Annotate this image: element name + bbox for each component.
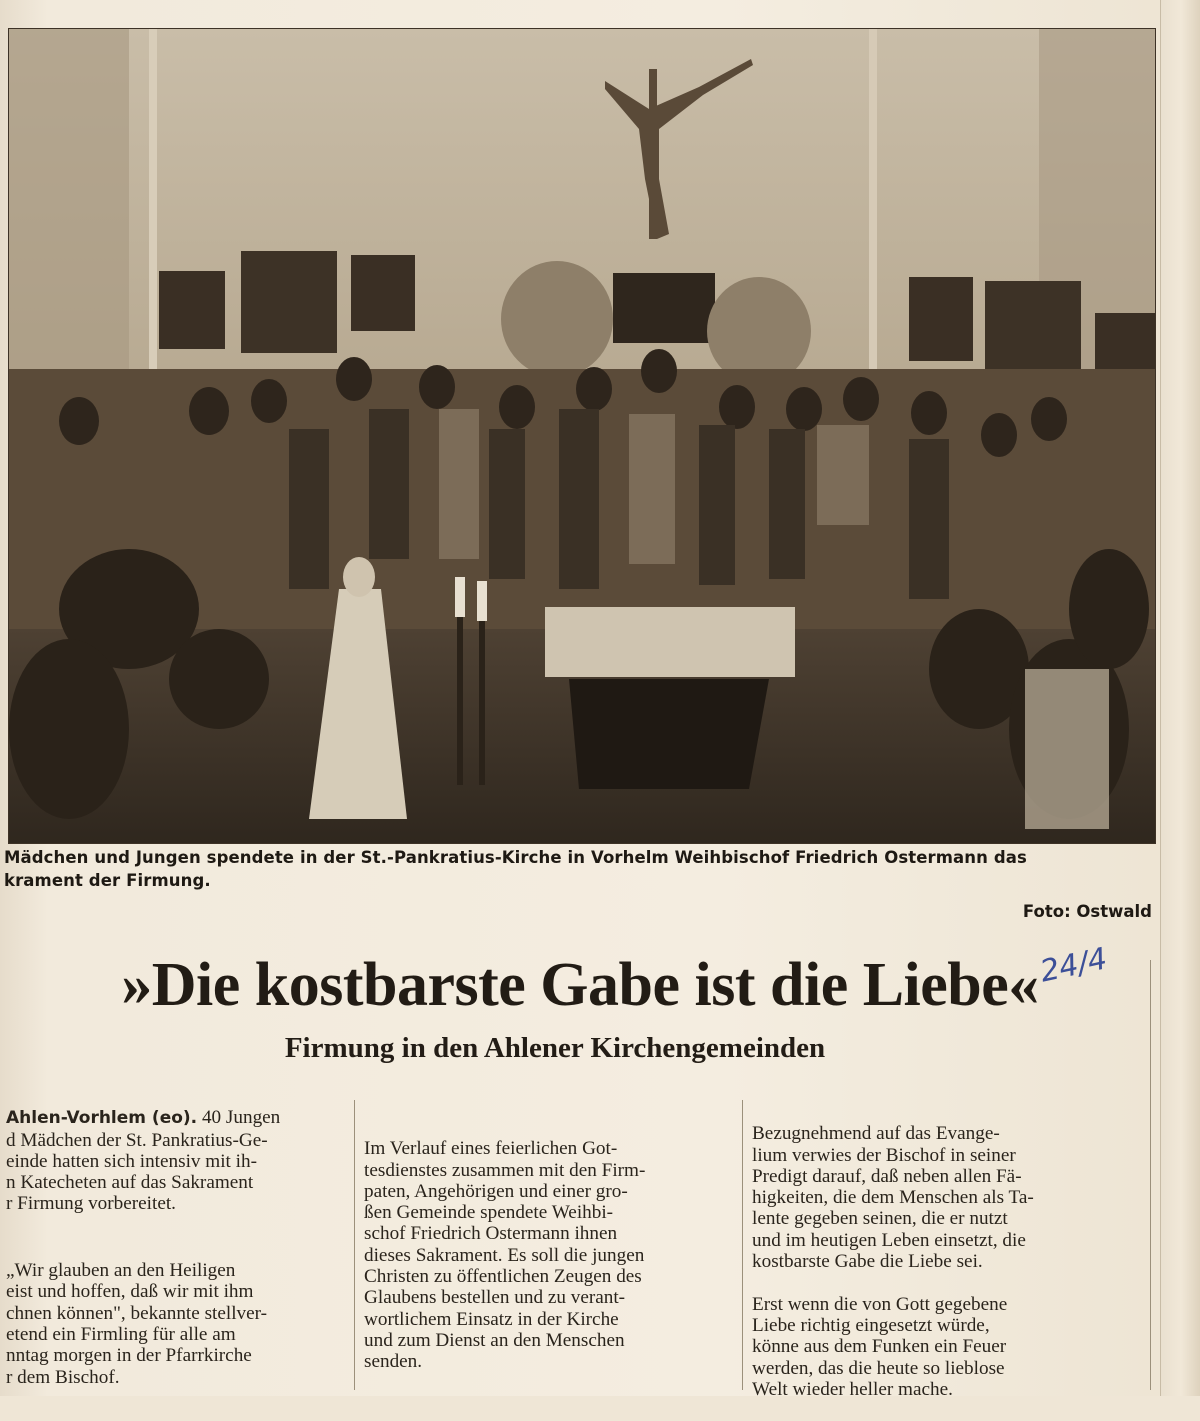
church-photo-drawing xyxy=(9,29,1155,843)
article-column-2 xyxy=(364,1117,732,1394)
photo-caption xyxy=(4,846,1154,892)
caption-line-1: Mädchen und Jungen spendete in der St.-Pankratius-Kirche in Vorhelm Weihbischof Friedrich Ostermann das xyxy=(4,848,1027,867)
column-divider-1 xyxy=(354,1100,355,1390)
column-3-paragraph-1: Bezugnehmend auf das Evange- lium verwies der Bischof in seiner Predigt darauf, daß neben allen Fä- higkeiten, die dem Menschen als Ta- lente gegeben seinen, die er nutzt und im heutigen Leben einsetzt, die kostbarste Gabe die Liebe sei. xyxy=(752,1123,1034,1273)
column-divider-right xyxy=(1150,960,1151,1390)
church-photo xyxy=(8,28,1156,844)
article-column-1 xyxy=(6,1086,346,1409)
handwritten-date-note: 24/4 xyxy=(1037,941,1111,990)
caption-line-2: krament der Firmung. xyxy=(4,871,211,890)
paper-edge xyxy=(1160,0,1200,1396)
subheadline: Firmung in den Ahlener Kirchengemeinden xyxy=(284,1032,826,1064)
column-1-paragraph-1-text: 40 Jungen d Mädchen der St. Pankratius-Ge- einde hatten sich intensiv mit ih- n Katecheten auf das Sakrament r Firmung vorbereitet. xyxy=(6,1107,281,1215)
photo-credit: Foto: Ostwald xyxy=(1022,902,1152,921)
article-column-3 xyxy=(752,1102,1126,1421)
column-3-paragraph-2: Erst wenn die von Gott gegebene Liebe richtig eingesetzt würde, könne aus dem Funken ein Feuer werden, das die heute so lieblose Welt wieder heller mache. xyxy=(752,1293,1008,1400)
column-1-paragraph-2: „Wir glauben an den Heiligen eist und hoffen, daß wir mit ihm chnen können", bekannte stellver- etend ein Firmling für alle am nntag morgen in der Pfarrkirche r dem Bischof. xyxy=(6,1260,268,1388)
headline: »Die kostbarste Gabe ist die Liebe« xyxy=(121,951,1039,1019)
column-divider-2 xyxy=(742,1100,743,1390)
dateline: Ahlen-Vorhlem (eo). xyxy=(6,1108,198,1129)
column-1-paragraph-1 xyxy=(6,1107,346,1214)
column-2-paragraph-1: Im Verlauf eines feierlichen Got- tesdienstes zusammen mit den Firm- paten, Angehörigen und einer gro- ßen Gemeinde spendete Weihbi- schof Friedrich Ostermann ihnen dieses Sakrament. Es soll die jungen Christen zu öffentlichen Zeugen des Glaubens bestellen und zu verant- wortlichem Einsatz in der Kirche und zum Dienst an den Menschen senden. xyxy=(364,1138,646,1373)
